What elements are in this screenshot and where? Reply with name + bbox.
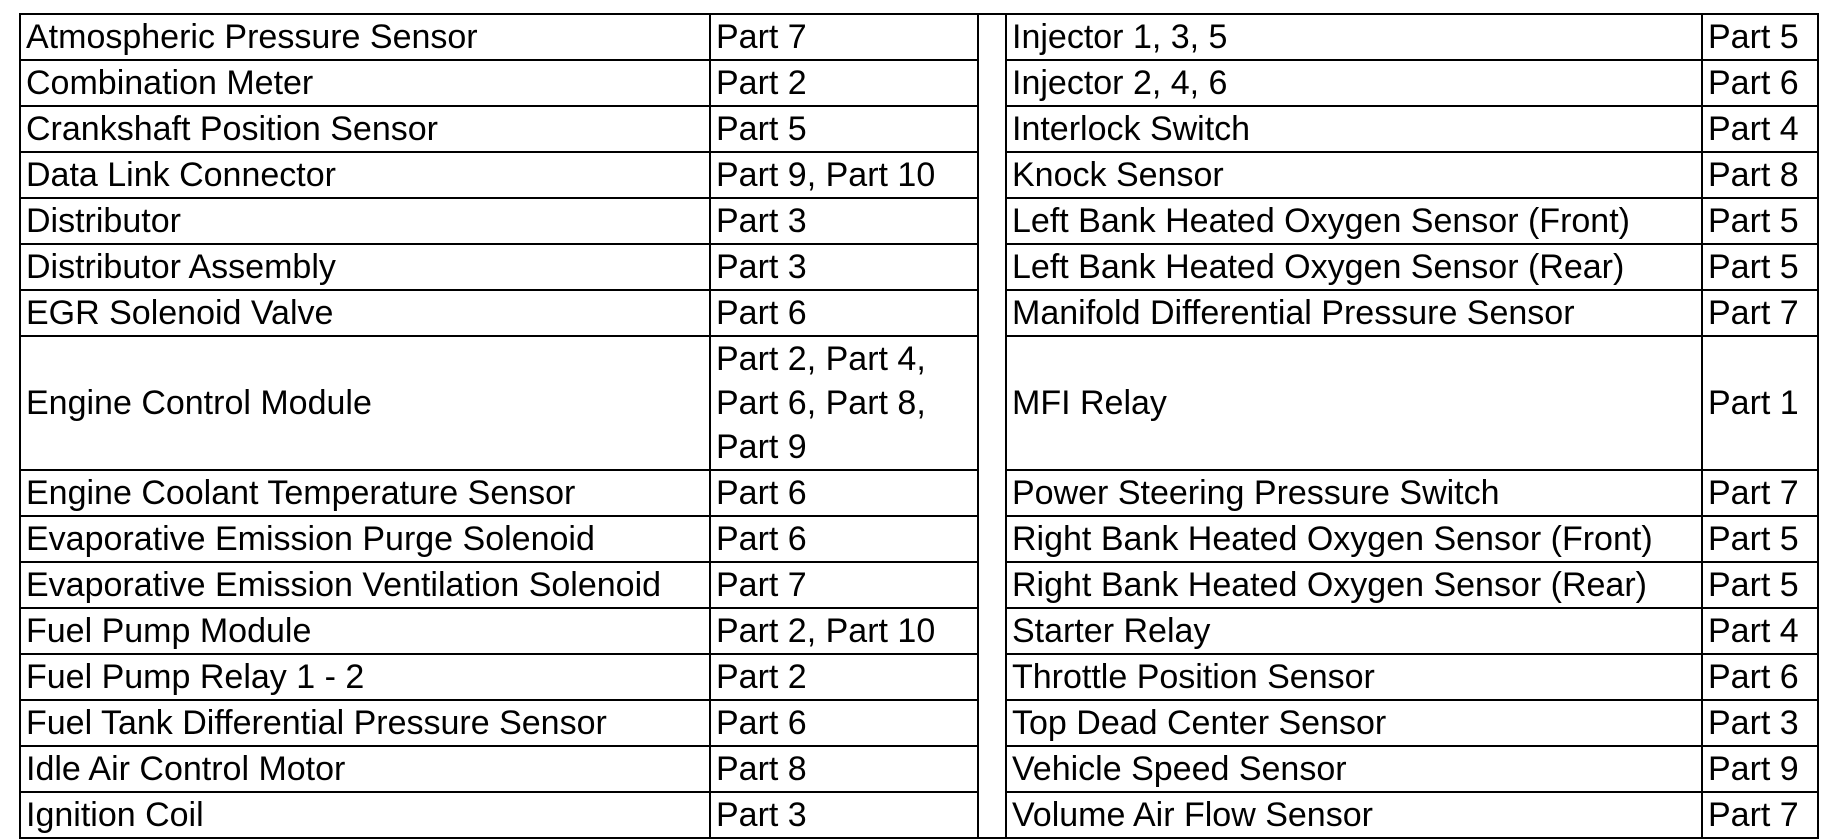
- right-parts-cell: Part 9: [1702, 746, 1818, 792]
- left-parts-cell: Part 7: [710, 14, 978, 60]
- column-gap: [978, 654, 1006, 700]
- left-parts-cell: Part 6: [710, 700, 978, 746]
- column-gap: [978, 244, 1006, 290]
- right-parts-cell: Part 3: [1702, 700, 1818, 746]
- right-parts-cell: Part 8: [1702, 152, 1818, 198]
- right-parts-cell: Part 5: [1702, 198, 1818, 244]
- right-component-cell: Left Bank Heated Oxygen Sensor (Front): [1006, 198, 1702, 244]
- left-parts-cell: Part 9, Part 10: [710, 152, 978, 198]
- left-component-cell: Combination Meter: [20, 60, 710, 106]
- right-parts-cell: Part 6: [1702, 654, 1818, 700]
- left-parts-line: Part 6, Part 8,: [716, 384, 926, 422]
- column-gap: [978, 470, 1006, 516]
- table-row: [20, 152, 1818, 198]
- left-component-cell: Fuel Pump Relay 1 - 2: [20, 654, 710, 700]
- column-gap: [978, 700, 1006, 746]
- left-parts-cell: Part 6: [710, 470, 978, 516]
- column-gap: [978, 562, 1006, 608]
- table-row: [20, 60, 1818, 106]
- left-component-cell: Evaporative Emission Ventilation Solenoid: [20, 562, 710, 608]
- column-gap: [978, 336, 1006, 470]
- right-component-cell: Knock Sensor: [1006, 152, 1702, 198]
- left-parts-line: Part 9: [716, 428, 807, 466]
- right-component-cell: Vehicle Speed Sensor: [1006, 746, 1702, 792]
- right-parts-cell: Part 7: [1702, 470, 1818, 516]
- left-component-cell: Ignition Coil: [20, 792, 710, 838]
- left-component-cell: Distributor Assembly: [20, 244, 710, 290]
- left-component-cell: Data Link Connector: [20, 152, 710, 198]
- left-component-cell: Crankshaft Position Sensor: [20, 106, 710, 152]
- table-row: [20, 516, 1818, 562]
- table-row: [20, 470, 1818, 516]
- left-parts-cell: [710, 336, 978, 470]
- right-component-cell: Right Bank Heated Oxygen Sensor (Front): [1006, 516, 1702, 562]
- right-component-cell: Interlock Switch: [1006, 106, 1702, 152]
- right-parts-cell: Part 1: [1702, 336, 1818, 470]
- left-parts-cell: Part 3: [710, 198, 978, 244]
- column-gap: [978, 198, 1006, 244]
- table-row: [20, 700, 1818, 746]
- right-component-cell: Injector 2, 4, 6: [1006, 60, 1702, 106]
- left-parts-cell: Part 3: [710, 244, 978, 290]
- left-parts-cell: Part 2: [710, 60, 978, 106]
- right-component-cell: Top Dead Center Sensor: [1006, 700, 1702, 746]
- left-parts-line: Part 2, Part 4,: [716, 340, 926, 378]
- table-row: [20, 290, 1818, 336]
- table-row: [20, 198, 1818, 244]
- left-component-cell: Atmospheric Pressure Sensor: [20, 14, 710, 60]
- right-component-cell: Right Bank Heated Oxygen Sensor (Rear): [1006, 562, 1702, 608]
- left-parts-cell: Part 2: [710, 654, 978, 700]
- left-component-cell: EGR Solenoid Valve: [20, 290, 710, 336]
- right-parts-cell: Part 6: [1702, 60, 1818, 106]
- table-row: [20, 244, 1818, 290]
- right-parts-cell: Part 4: [1702, 106, 1818, 152]
- right-component-cell: Injector 1, 3, 5: [1006, 14, 1702, 60]
- right-parts-cell: Part 7: [1702, 290, 1818, 336]
- right-parts-cell: Part 4: [1702, 608, 1818, 654]
- table-row: [20, 654, 1818, 700]
- column-gap: [978, 516, 1006, 562]
- column-gap: [978, 290, 1006, 336]
- table-row: [20, 336, 1818, 470]
- right-component-cell: Manifold Differential Pressure Sensor: [1006, 290, 1702, 336]
- table-body: [20, 14, 1818, 838]
- right-component-cell: Volume Air Flow Sensor: [1006, 792, 1702, 838]
- right-parts-cell: Part 5: [1702, 562, 1818, 608]
- table-row: [20, 608, 1818, 654]
- component-index-table-container: [19, 13, 1819, 839]
- right-component-cell: MFI Relay: [1006, 336, 1702, 470]
- column-gap: [978, 60, 1006, 106]
- left-component-cell: Fuel Pump Module: [20, 608, 710, 654]
- column-gap: [978, 746, 1006, 792]
- table-row: [20, 562, 1818, 608]
- left-parts-cell: Part 6: [710, 516, 978, 562]
- table-row: [20, 792, 1818, 838]
- left-component-cell: Evaporative Emission Purge Solenoid: [20, 516, 710, 562]
- left-parts-cell: Part 3: [710, 792, 978, 838]
- left-parts-cell: Part 7: [710, 562, 978, 608]
- left-parts-cell: Part 5: [710, 106, 978, 152]
- column-gap: [978, 152, 1006, 198]
- right-component-cell: Left Bank Heated Oxygen Sensor (Rear): [1006, 244, 1702, 290]
- table-row: [20, 106, 1818, 152]
- left-parts-cell: Part 8: [710, 746, 978, 792]
- left-component-cell: Idle Air Control Motor: [20, 746, 710, 792]
- right-parts-cell: Part 7: [1702, 792, 1818, 838]
- left-component-cell: Engine Control Module: [20, 336, 710, 470]
- right-parts-cell: Part 5: [1702, 244, 1818, 290]
- column-gap: [978, 106, 1006, 152]
- right-component-cell: Starter Relay: [1006, 608, 1702, 654]
- left-component-cell: Engine Coolant Temperature Sensor: [20, 470, 710, 516]
- right-parts-cell: Part 5: [1702, 516, 1818, 562]
- left-parts-cell: Part 2, Part 10: [710, 608, 978, 654]
- left-parts-cell: Part 6: [710, 290, 978, 336]
- table-row: [20, 14, 1818, 60]
- component-index-table: [19, 13, 1819, 839]
- right-component-cell: Throttle Position Sensor: [1006, 654, 1702, 700]
- left-component-cell: Distributor: [20, 198, 710, 244]
- left-component-cell: Fuel Tank Differential Pressure Sensor: [20, 700, 710, 746]
- column-gap: [978, 14, 1006, 60]
- table-row: [20, 746, 1818, 792]
- column-gap: [978, 608, 1006, 654]
- right-parts-cell: Part 5: [1702, 14, 1818, 60]
- column-gap: [978, 792, 1006, 838]
- right-component-cell: Power Steering Pressure Switch: [1006, 470, 1702, 516]
